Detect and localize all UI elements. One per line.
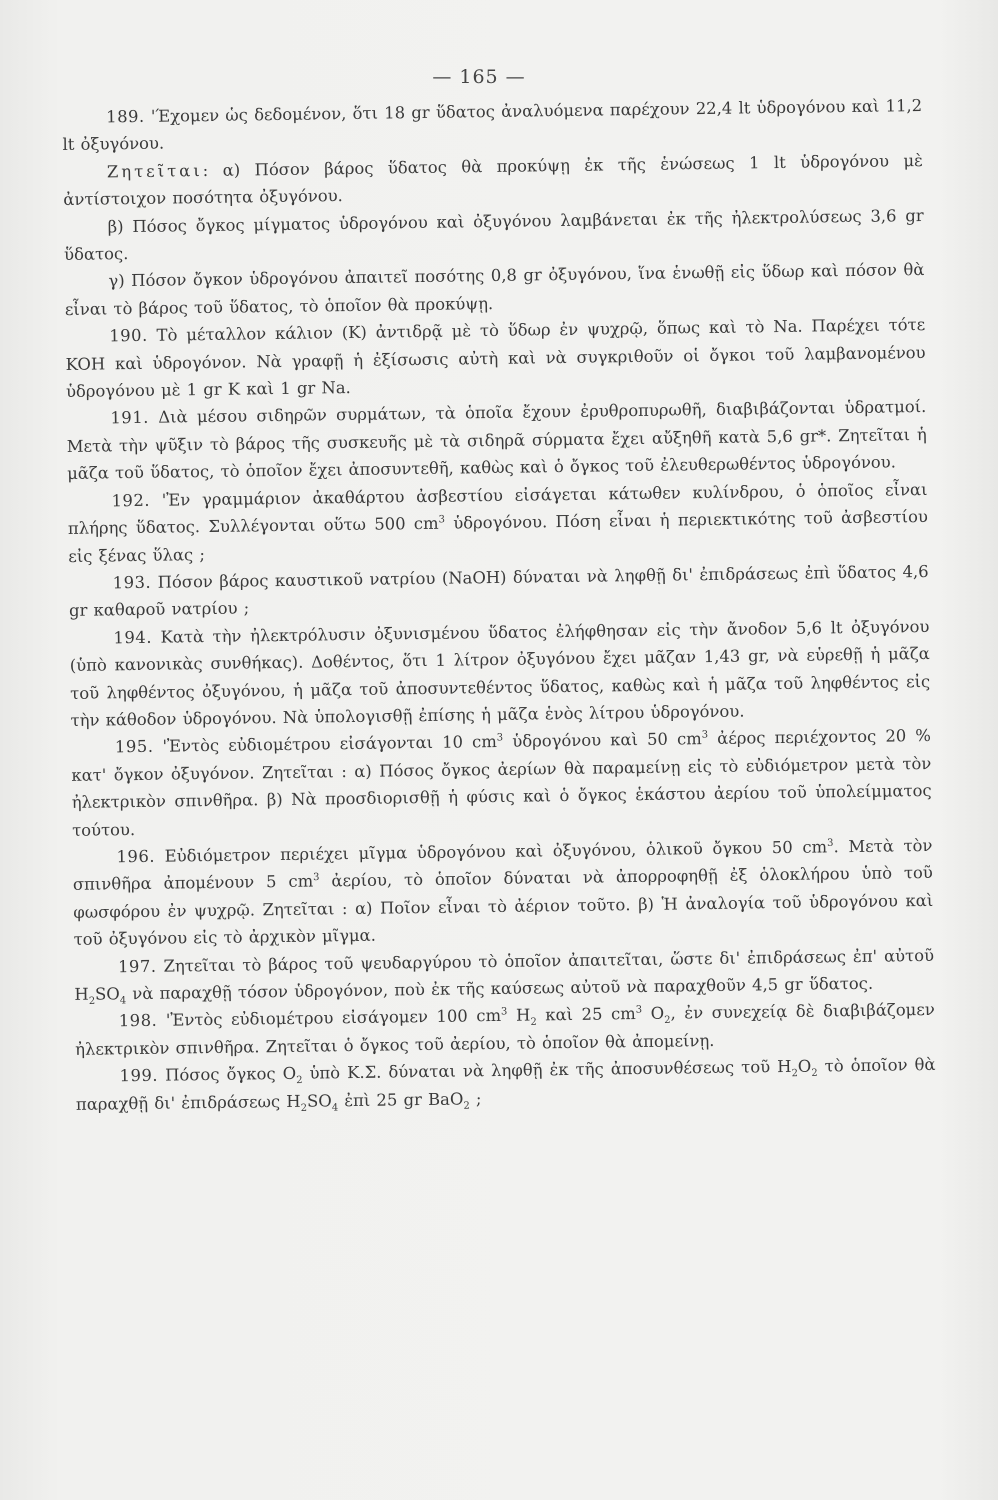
p198-run-sup: 3: [635, 1004, 643, 1017]
p196-run-text: Εὐδιόμετρον περιέχει μῖγμα ὑδρογόνου καὶ ὀξυγόνου, ὁλικοῦ ὄγκου 50 cm: [154, 837, 828, 866]
p195-run-num: 195.: [114, 737, 154, 757]
p199-run-sub: 2: [463, 1100, 470, 1112]
p195-run-text: ὑδρογόνου καὶ 50 cm: [503, 729, 702, 752]
p199-run-sub: 2: [791, 1068, 799, 1080]
p191-run-num: 191.: [110, 408, 150, 428]
p198-run-sup: 3: [500, 1006, 508, 1018]
problem-190: [65, 311, 926, 405]
p198-run-sub: 2: [664, 1015, 671, 1027]
p199-run-text: O: [797, 1056, 812, 1077]
p199-run-num: 199.: [119, 1065, 159, 1086]
p193-run-num: 193.: [112, 572, 152, 593]
p189-z-run-spaced: Ζητεῖται: [106, 160, 203, 182]
p198-run-sub: 2: [530, 1017, 537, 1029]
p192-run-text: 'Ἐν γραμμάριον ἀκαθάρτου ἀσβεστίου εἰσάγεται κάτωθεν κυλίνδρου, ὁ ὁποῖος εἶναι πλήρης ὕδατος. Συλλέγονται οὕτω 500 cm: [67, 479, 928, 539]
p196-run-sup: 3: [313, 872, 320, 884]
p195-run-sup: 3: [496, 732, 504, 744]
p198-run-num: 198.: [118, 1011, 158, 1031]
p195-run-text: ἀέρος περιέχοντος 20 % κατ' ὄγκον ὀξυγόνον. Ζητεῖται : α) Πόσος ὄγκος ἀερίων θὰ παραμείνῃ εἰς τὸ εὐδιόμετρον μετὰ τὸν ἠλεκτρικὸν σπινθῆρα. β) Νὰ προσδιορισθῇ ἡ φύσις καὶ ὁ ὄγκος ἑκάστου ἀερίου τοῦ ὑπολείμματος τούτου.: [71, 726, 932, 840]
p199-run-text: ὑπὸ Κ.Σ. δύναται νὰ ληφθῇ ἐκ τῆς ἀποσυνθέσεως τοῦ H: [302, 1057, 792, 1083]
page-number: — 165 —: [432, 66, 526, 88]
p197-run-text: νὰ παραχθῇ τόσον ὑδρογόνον, ποὺ ἐκ τῆς καύσεως αὐτοῦ νὰ παραχθοῦν 4,5 gr ὕδατος.: [126, 973, 874, 1004]
p198-run-text: O: [642, 1004, 665, 1024]
p199-run-text: ;: [469, 1088, 482, 1109]
p198-run-text: 'Ἐντὸς εὐδιομέτρου εἰσάγομεν 100 cm: [157, 1006, 502, 1031]
p197-run-text: Ζητεῖται τὸ βάρος τοῦ ψευδαργύρου τὸ ὁποῖον ἀπαιτεῖται, ὥστε δι' ἐπιδράσεως ἐπ' αὐτοῦ H: [74, 945, 935, 1004]
problems-text: [62, 92, 936, 1118]
problem-191: [66, 393, 927, 487]
p189-z-run-text: : α) Πόσον βάρος ὕδατος θὰ προκύψῃ ἐκ τῆς ἑνώσεως 1 lt ὑδρογόνου μὲ ἀντίστοιχον ποσότητα ὀξυγόνου.: [63, 150, 924, 210]
p196-run-sup: 3: [827, 837, 834, 849]
p199-run-sub: 2: [300, 1102, 308, 1114]
p194-run-text: Κατὰ τὴν ἠλεκτρόλυσιν ὀξυνισμένου ὕδατος ἐλήφθησαν εἰς τὴν ἄνοδον 5,6 lt ὀξυγόνου (ὑπὸ κανονικὰς συνθήκας). Δοθέντος, ὅτι 1 λίτρον ὀξυγόνου ἔχει μᾶζαν 1,43 gr, νὰ εὑρεθῇ ἡ μᾶζα τοῦ ληφθέντος ὀξυγόνου, ἡ μᾶζα τοῦ ἀποσυντεθέντος ὕδατος, καθὼς καὶ ἡ μᾶζα τοῦ ληφθέντος εἰς τὴν κάθοδον ὑδρογόνου. Νὰ ὑπολογισθῇ ἐπίσης ἡ μᾶζα ἑνὸς λίτρου ὑδρογόνου.: [69, 616, 931, 730]
p189-c-run-text: γ) Πόσον ὄγκον ὑδρογόνου ἀπαιτεῖ ποσότης 0,8 gr ὀξυγόνου, ἵνα ἑνωθῇ εἰς ὕδωρ καὶ πόσον θὰ εἶναι τὸ βάρος τοῦ ὕδατος, τὸ ὁποῖον θὰ προκύψῃ.: [64, 260, 925, 319]
p199-run-text: SO: [306, 1090, 332, 1111]
p196-run-text: ἀερίου, τὸ ὁποῖον δύναται νὰ ἀπορροφηθῇ ἐξ ὁλοκλήρου ὑπὸ τοῦ φωσφόρου ἐν ψυχρῷ. Ζητεῖται : α) Ποῖον εἶναι τὸ ἀέριον τοῦτο. β) Ἡ ἀναλογία τοῦ ὑδρογόνου καὶ τοῦ ὀξυγόνου εἰς τὸ ἀρχικὸν μῖγμα.: [73, 863, 934, 950]
p191-run-text: Διὰ μέσου σιδηρῶν συρμάτων, τὰ ὁποῖα ἔχουν ἐρυθροπυρωθῆ, διαβιβάζονται ὑδρατμοί. Μετὰ τὴν ψῦξιν τὸ βάρος τῆς συσκευῆς μὲ τὰ σιδηρᾶ σύρματα ἔχει αὔξηθῆ κατὰ 5,6 gr*. Ζητεῖται ἡ μᾶζα τοῦ ὕδατος, τὸ ὁποῖον ἔχει ἀποσυντεθῆ, καθὼς καὶ ὁ ὄγκος τοῦ ἐλευθερωθέντος ὑδρογόνου.: [66, 397, 927, 484]
problem-196: [72, 832, 933, 954]
p198-run-text: , ἐν συνεχείᾳ δὲ διαβιβάζομεν ἠλεκτρικὸν σπινθῆρα. Ζητεῖται ὁ ὄγκος τοῦ ἀερίου, τὸ ὁποῖον θὰ ἀπομείνῃ.: [75, 1000, 935, 1059]
p199-run-sub: 2: [296, 1075, 303, 1087]
p198-run-text: H: [507, 1005, 531, 1026]
p189-run-text: 'Έχομεν ὡς δεδομένον, ὅτι 18 gr ὕδατος ἀναλυόμενα παρέχουν 22,4 lt ὑδρογόνου καὶ 11,2 lt ὀξυγόνου.: [62, 95, 923, 155]
p199-run-text: τὸ ὁποῖον θὰ παραχθῇ δι' ἐπιδράσεως H: [75, 1055, 936, 1114]
p196-run-num: 196.: [116, 846, 156, 867]
problem-194: [69, 613, 930, 735]
p197-run-num: 197.: [117, 956, 157, 976]
problem-192: [67, 476, 928, 570]
p196-run-text: . Μετὰ τὸν σπινθῆρα ἀπομένουν 5 cm: [72, 835, 933, 895]
p199-run-text: Πόσος ὄγκος O: [157, 1064, 297, 1085]
p192-run-sup: 3: [438, 514, 445, 526]
p199-run-sub: 2: [811, 1068, 818, 1080]
p199-run-sub: 4: [331, 1102, 339, 1114]
p195-run-sup: 3: [701, 729, 709, 742]
p197-run-sub: 4: [119, 995, 127, 1007]
problem-199: [75, 1051, 936, 1118]
p198-run-text: καὶ 25 cm: [536, 1004, 636, 1025]
p197-run-text: SO: [94, 984, 120, 1004]
p199-run-text: ἐπὶ 25 gr BaO: [337, 1089, 464, 1110]
p194-run-num: 194.: [113, 627, 153, 648]
p189-b-run-text: β) Πόσος ὄγκος μίγματος ὑδρογόνου καὶ ὀξυγόνου λαμβάνεται ἐκ τῆς ἠλεκτρολύσεως 3,6 gr ὕδατος.: [63, 205, 924, 265]
p195-run-text: 'Ἐντὸς εὐδιομέτρου εἰσάγονται 10 cm: [153, 732, 497, 757]
p193-run-text: Πόσον βάρος καυστικοῦ νατρίου (NaOH) δύναται νὰ ληφθῇ δι' ἐπιδράσεως ἐπὶ ὕδατος 4,6 gr καθαροῦ νατρίου ;: [68, 561, 929, 621]
p190-run-num: 190.: [109, 326, 148, 346]
problem-195: [71, 722, 932, 844]
p192-run-num: 192.: [111, 490, 151, 511]
p192-run-text: ὑδρογόνου. Πόση εἶναι ἡ περιεκτικότης τοῦ ἀσβεστίου εἰς ξένας ὕλας ;: [68, 507, 928, 566]
p197-run-sub: 2: [88, 995, 96, 1007]
p190-run-text: Τὸ μέταλλον κάλιον (K) ἀντιδρᾷ μὲ τὸ ὕδωρ ἐν ψυχρῷ, ὅπως καὶ τὸ Na. Παρέχει τότε KOH καὶ ὑδρογόνον. Νὰ γραφῇ ἡ ἐξίσωσις αὐτὴ καὶ νὰ συγκριθοῦν οἱ ὄγκοι τοῦ λαμβανομένου ὑδρογόνου μὲ 1 gr K καὶ 1 gr Na.: [65, 315, 926, 402]
p189-run-num: 189.: [106, 106, 145, 127]
